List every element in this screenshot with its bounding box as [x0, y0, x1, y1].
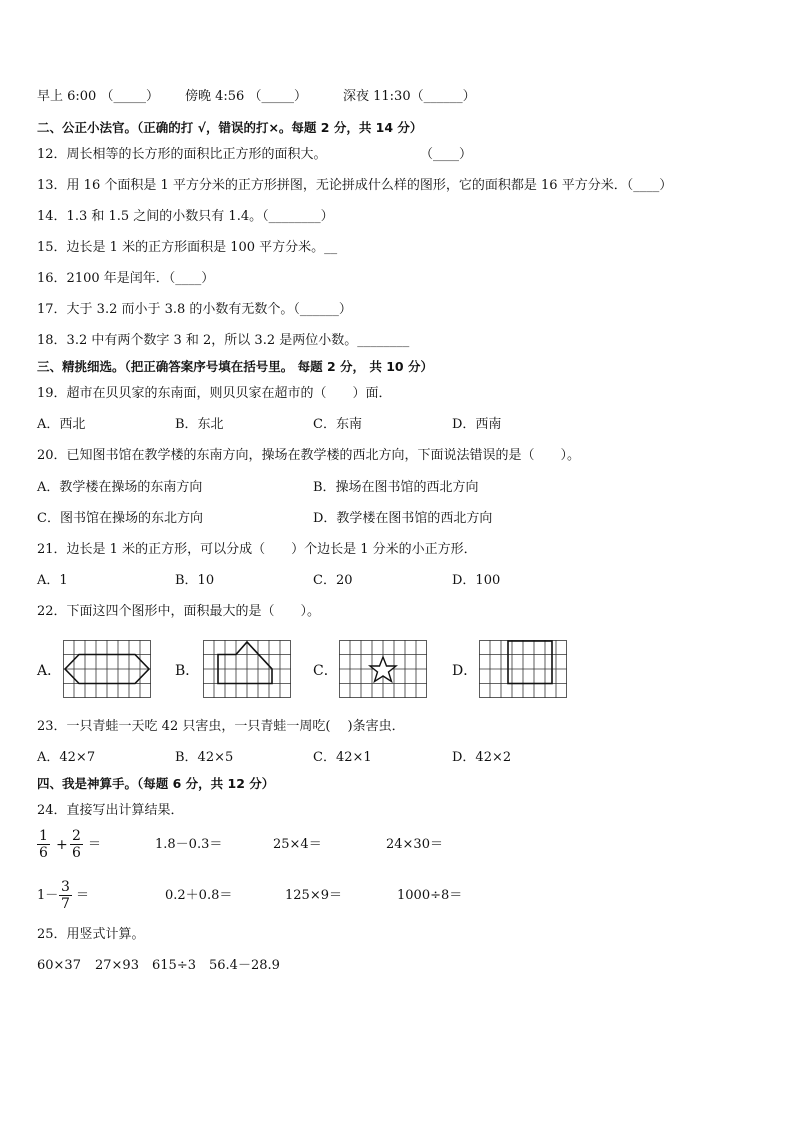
time-blank-evening: 傍晚 4:56 （_____）: [185, 89, 307, 104]
section-4-title: 四、我是神算手。（每题 6 分，共 12 分）: [37, 776, 275, 791]
calc-1000-div-8: 1000÷8＝: [397, 888, 463, 903]
question-19: 19．超市在贝贝家的东南面，则贝贝家在超市的（ ）面．: [37, 386, 392, 401]
q20-option-c: C．图书馆在操场的东北方向: [37, 511, 203, 526]
fraction-numerator: 2: [72, 828, 81, 844]
fraction-denominator: 6: [39, 845, 48, 861]
question-17: 17．大于 3.2 而小于 3.8 的小数有无数个。（______）: [37, 302, 352, 317]
fraction-denominator: 7: [61, 896, 70, 912]
q22-label-d: D．: [452, 663, 478, 679]
q22-label-b: B．: [175, 663, 200, 679]
fraction-numerator: 1: [39, 828, 48, 844]
q22-figure-c: [339, 640, 427, 698]
q21-option-a: A．1: [37, 573, 68, 588]
question-18: 18．3.2 中有两个数字 3 和 2，所以 3.2 是两位小数。________: [37, 333, 410, 348]
question-23: 23．一只青蛙一天吃 42 只害虫，一只青蛙一周吃( )条害虫．: [37, 719, 405, 734]
q19-option-b: B．东北: [175, 417, 224, 432]
vertical-calc-1: 60×37: [37, 958, 81, 973]
time-blank-morning: 早上 6:00 （_____）: [37, 89, 159, 104]
vertical-calc-4: 56.4－28.9: [209, 958, 280, 973]
fraction-denominator: 6: [72, 845, 81, 861]
question-14: 14．1.3 和 1.5 之间的小数只有 1.4。（________）: [37, 209, 334, 224]
q23-option-a: A．42×7: [37, 750, 96, 765]
time-blank-night: 深夜 11:30（______）: [343, 89, 476, 104]
q23-option-d: D．42×2: [452, 750, 512, 765]
q23-option-b: B．42×5: [175, 750, 234, 765]
q21-option-c: C．20: [313, 573, 353, 588]
calc-125-times-9: 125×9＝: [285, 888, 342, 903]
q19-option-c: C．东南: [313, 417, 362, 432]
fraction-3-7: [59, 879, 72, 912]
q23-option-c: C．42×1: [313, 750, 372, 765]
calc-0-2-plus-0-8: 0.2＋0.8＝: [165, 888, 233, 903]
q19-option-d: D．西南: [452, 417, 502, 432]
equals-sign: ＝: [88, 837, 102, 852]
q21-option-b: B．10: [175, 573, 215, 588]
question-16: 16．2100 年是闰年．（____）: [37, 271, 215, 286]
calc-24-times-30: 24×30＝: [386, 837, 443, 852]
section-2-title: 二、公正小法官。（正确的打 √，错误的打×。每题 2 分，共 14 分）: [37, 120, 423, 135]
q20-option-a: A．教学楼在操场的东南方向: [37, 480, 203, 495]
q22-label-a: A．: [37, 663, 62, 679]
q22-label-c: C．: [313, 663, 338, 679]
vertical-calc-3: 615÷3: [152, 958, 196, 973]
question-12-blank: （____）: [420, 147, 473, 162]
vertical-calc-2: 27×93: [95, 958, 139, 973]
plus-sign: +: [56, 837, 68, 853]
q20-option-d: D．教学楼在图书馆的西北方向: [313, 511, 493, 526]
question-12: 12．周长相等的长方形的面积比正方形的面积大。: [37, 147, 327, 162]
question-25: 25．用竖式计算。: [37, 927, 145, 942]
calc-1-8-minus-0-3: 1.8－0.3＝: [155, 837, 223, 852]
calc-25-times-4: 25×4＝: [273, 837, 322, 852]
q19-option-a: A．西北: [37, 417, 86, 432]
fraction-numerator: 3: [61, 879, 70, 895]
question-21: 21．边长是 1 米的正方形，可以分成（ ）个边长是 1 分米的小正方形．: [37, 542, 477, 557]
question-20: 20．已知图书馆在教学楼的东南方向，操场在教学楼的西北方向，下面说法错误的是（ ）。: [37, 448, 581, 463]
q21-option-d: D．100: [452, 573, 501, 588]
q20-option-b: B．操场在图书馆的西北方向: [313, 480, 479, 495]
fraction-1-6: [37, 828, 50, 861]
question-15: 15．边长是 1 米的正方形面积是 100 平方分米。__: [37, 240, 338, 255]
fraction-2-6: [70, 828, 83, 861]
question-22: 22．下面这四个图形中，面积最大的是（ ）。: [37, 604, 321, 619]
question-13: 13．用 16 个面积是 1 平方分米的正方形拼图，无论拼成什么样的图形，它的面积都是 16 平方分米．（____）: [37, 178, 673, 193]
one-minus: 1－: [37, 888, 59, 903]
question-24: 24．直接写出计算结果．: [37, 803, 184, 818]
q22-figure-b: [203, 640, 291, 698]
q22-figure-d: [479, 640, 567, 698]
q22-figure-a: [63, 640, 151, 698]
section-3-title: 三、精挑细选。（把正确答案序号填在括号里。 每题 2 分， 共 10 分）: [37, 359, 433, 374]
equals-sign: ＝: [76, 888, 90, 903]
